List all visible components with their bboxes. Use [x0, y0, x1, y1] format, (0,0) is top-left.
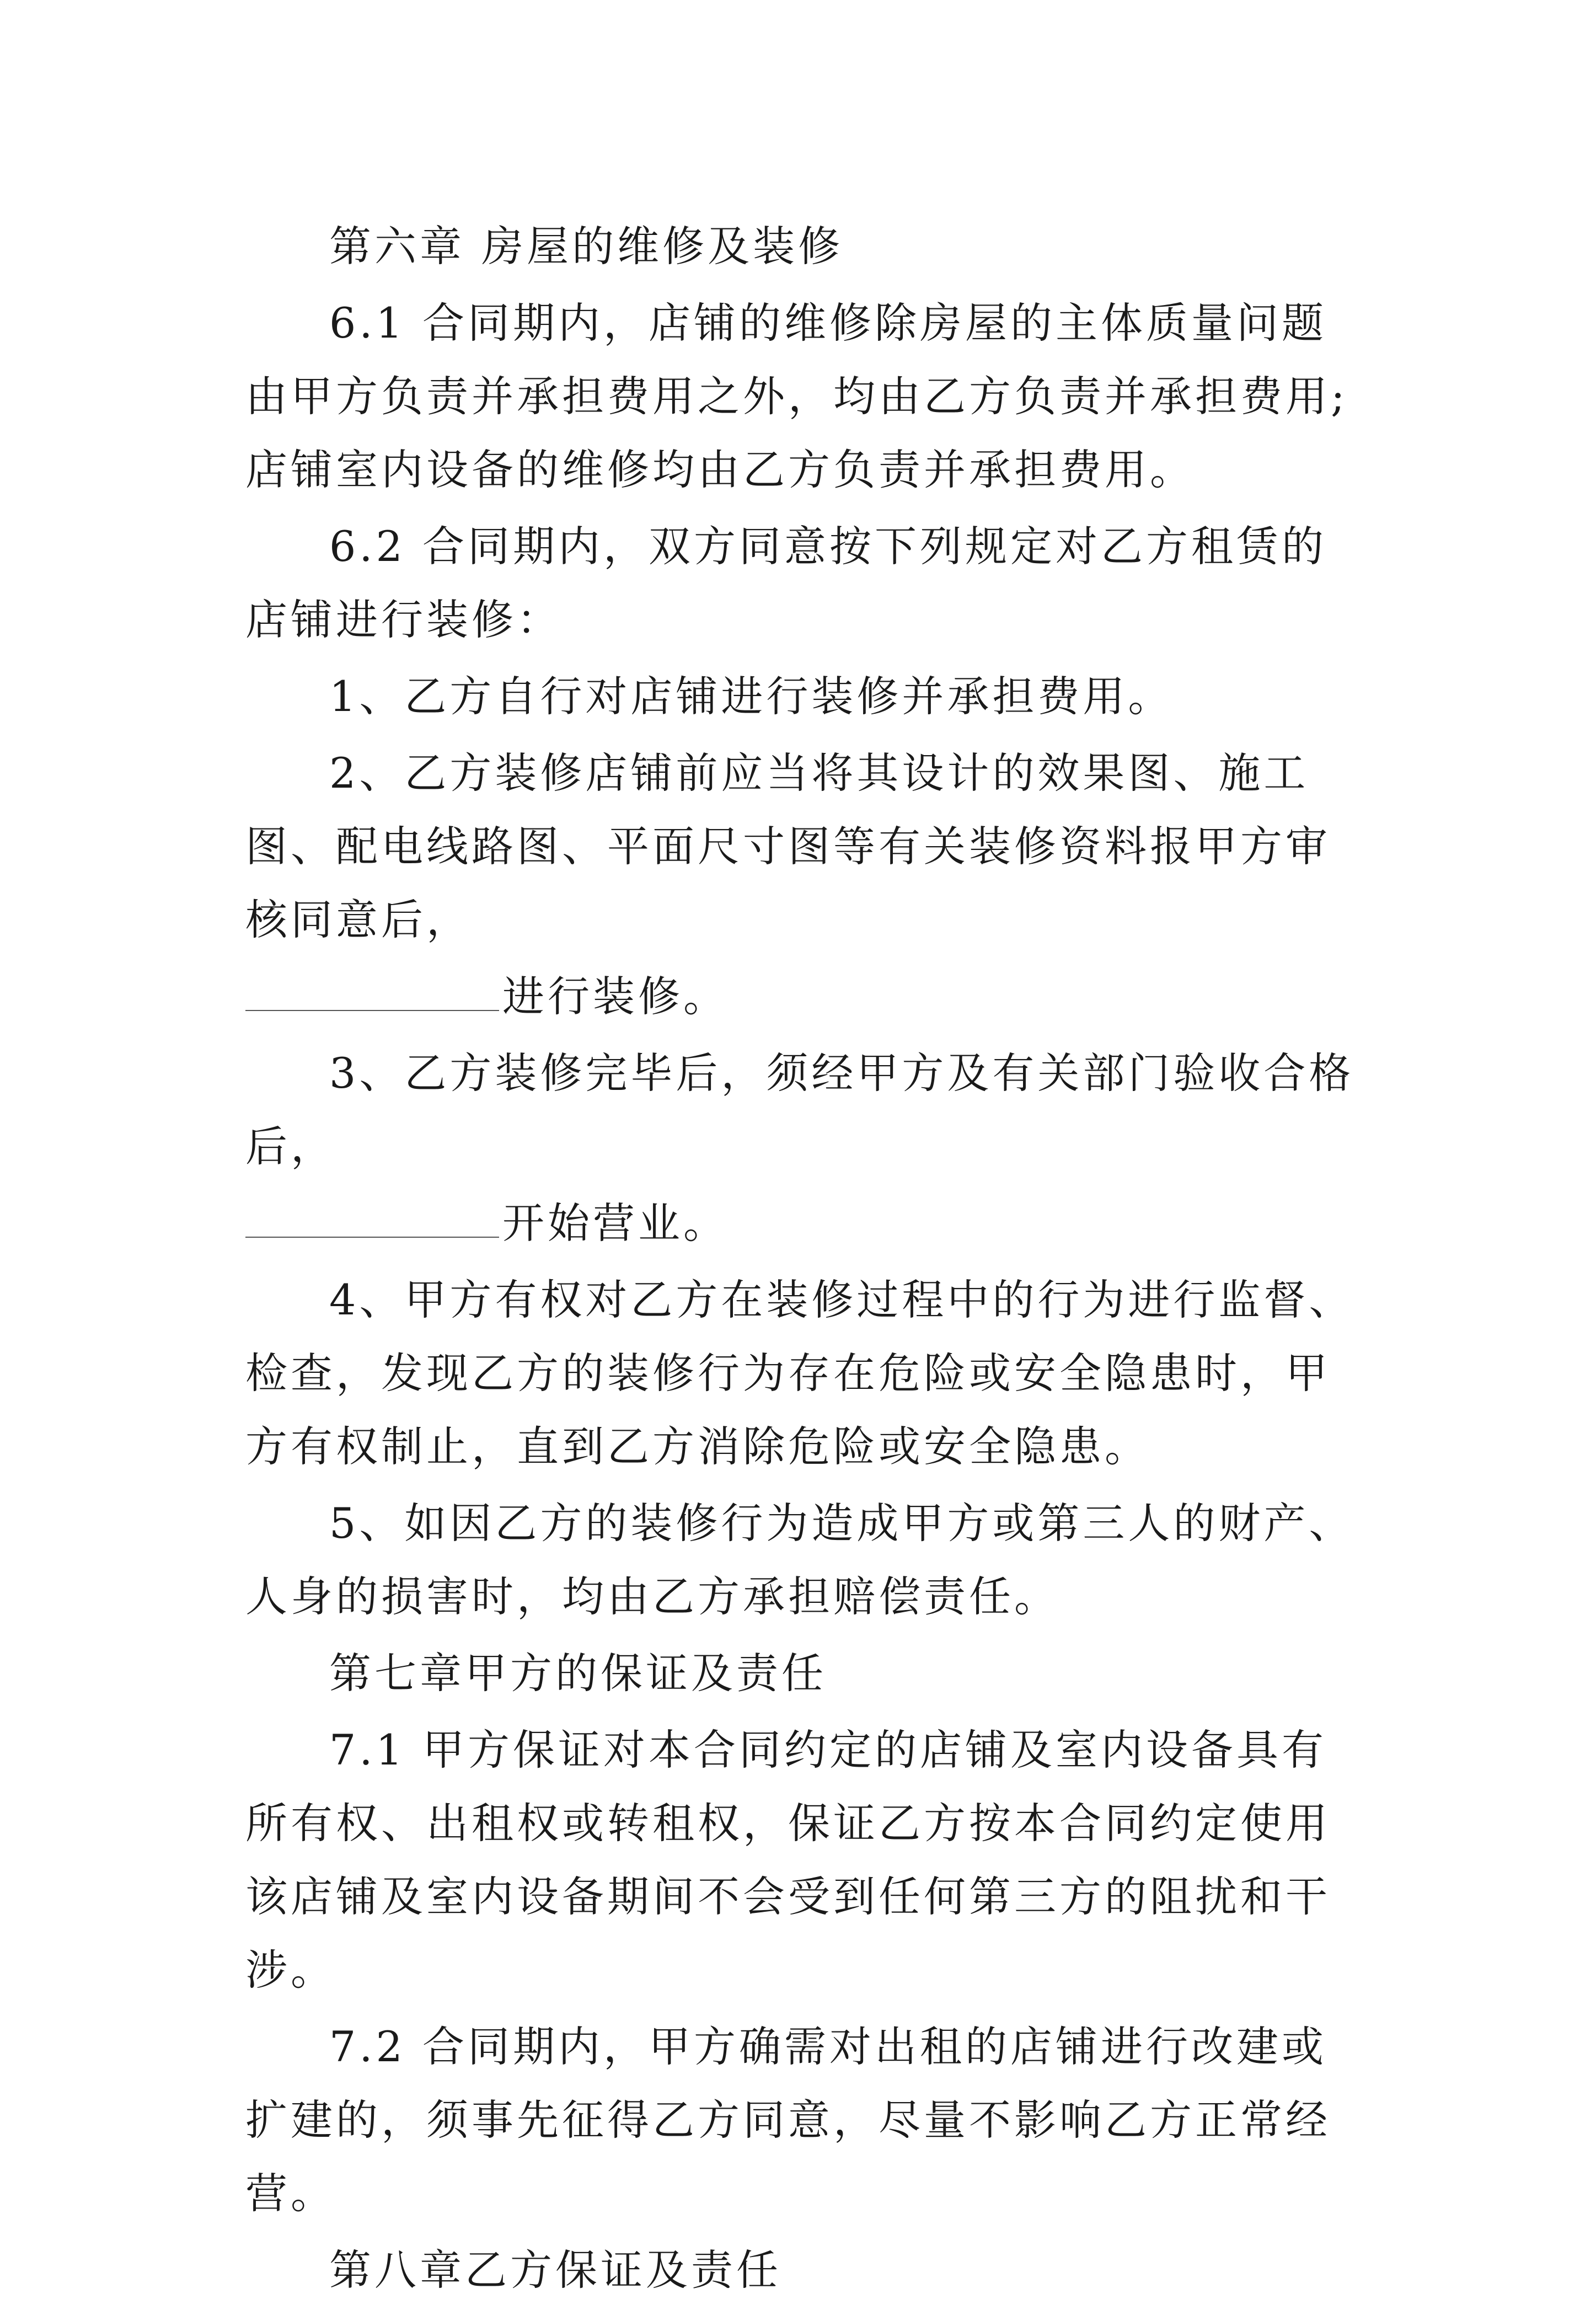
renovation-item-5: 5、如因乙方的装修行为造成甲方或第三人的财产、人身的损害时，均由乙方承担赔偿责任。	[245, 1499, 1354, 1621]
chapter-6-heading: 第六章 房屋的维修及装修	[329, 222, 844, 271]
clause-7-2: 7.2 合同期内，甲方确需对出租的店铺进行改建或扩建的，须事先征得乙方同意，尽量不影响乙方正常经营。	[245, 2022, 1331, 2218]
renovation-item-3-tail: 开始营业。	[502, 1199, 729, 1248]
renovation-item-3-continuation	[245, 1186, 1365, 1260]
fill-in-blank	[245, 1236, 499, 1238]
renovation-item-1: 1、乙方自行对店铺进行装修并承担费用。	[329, 672, 1174, 721]
clause-6-1: 6.1 合同期内，店铺的维修除房屋的主体质量问题由甲方负责并承担费用之外，均由乙方负责并承担费用;店铺室内设备的维修均由乙方负责并承担费用。	[245, 298, 1348, 494]
document-body	[245, 210, 1365, 2310]
renovation-item-2-continuation	[245, 960, 1365, 1033]
renovation-item-3: 3、乙方装修完毕后，须经甲方及有关部门验收合格后，	[245, 1049, 1354, 1171]
renovation-item-4: 4、甲方有权对乙方在装修过程中的行为进行监督、检查，发现乙方的装修行为存在危险或安全隐患时，甲方有权制止，直到乙方消除危险或安全隐患。	[245, 1275, 1354, 1471]
chapter-8-heading: 第八章乙方保证及责任	[329, 2245, 781, 2295]
fill-in-blank	[245, 1009, 499, 1011]
renovation-item-2-tail: 进行装修。	[502, 972, 729, 1021]
clause-6-2: 6.2 合同期内，双方同意按下列规定对乙方租赁的店铺进行装修：	[245, 522, 1327, 644]
renovation-item-2: 2、乙方装修店铺前应当将其设计的效果图、施工图、配电线路图、平面尺寸图等有关装修资料报甲方审核同意后，	[245, 748, 1331, 944]
clause-7-1: 7.1 甲方保证对本合同约定的店铺及室内设备具有所有权、出租权或转租权，保证乙方按本合同约定使用该店铺及室内设备期间不会受到任何第三方的阻扰和干涉。	[245, 1725, 1331, 1994]
chapter-7-heading: 第七章甲方的保证及责任	[329, 1649, 827, 1698]
